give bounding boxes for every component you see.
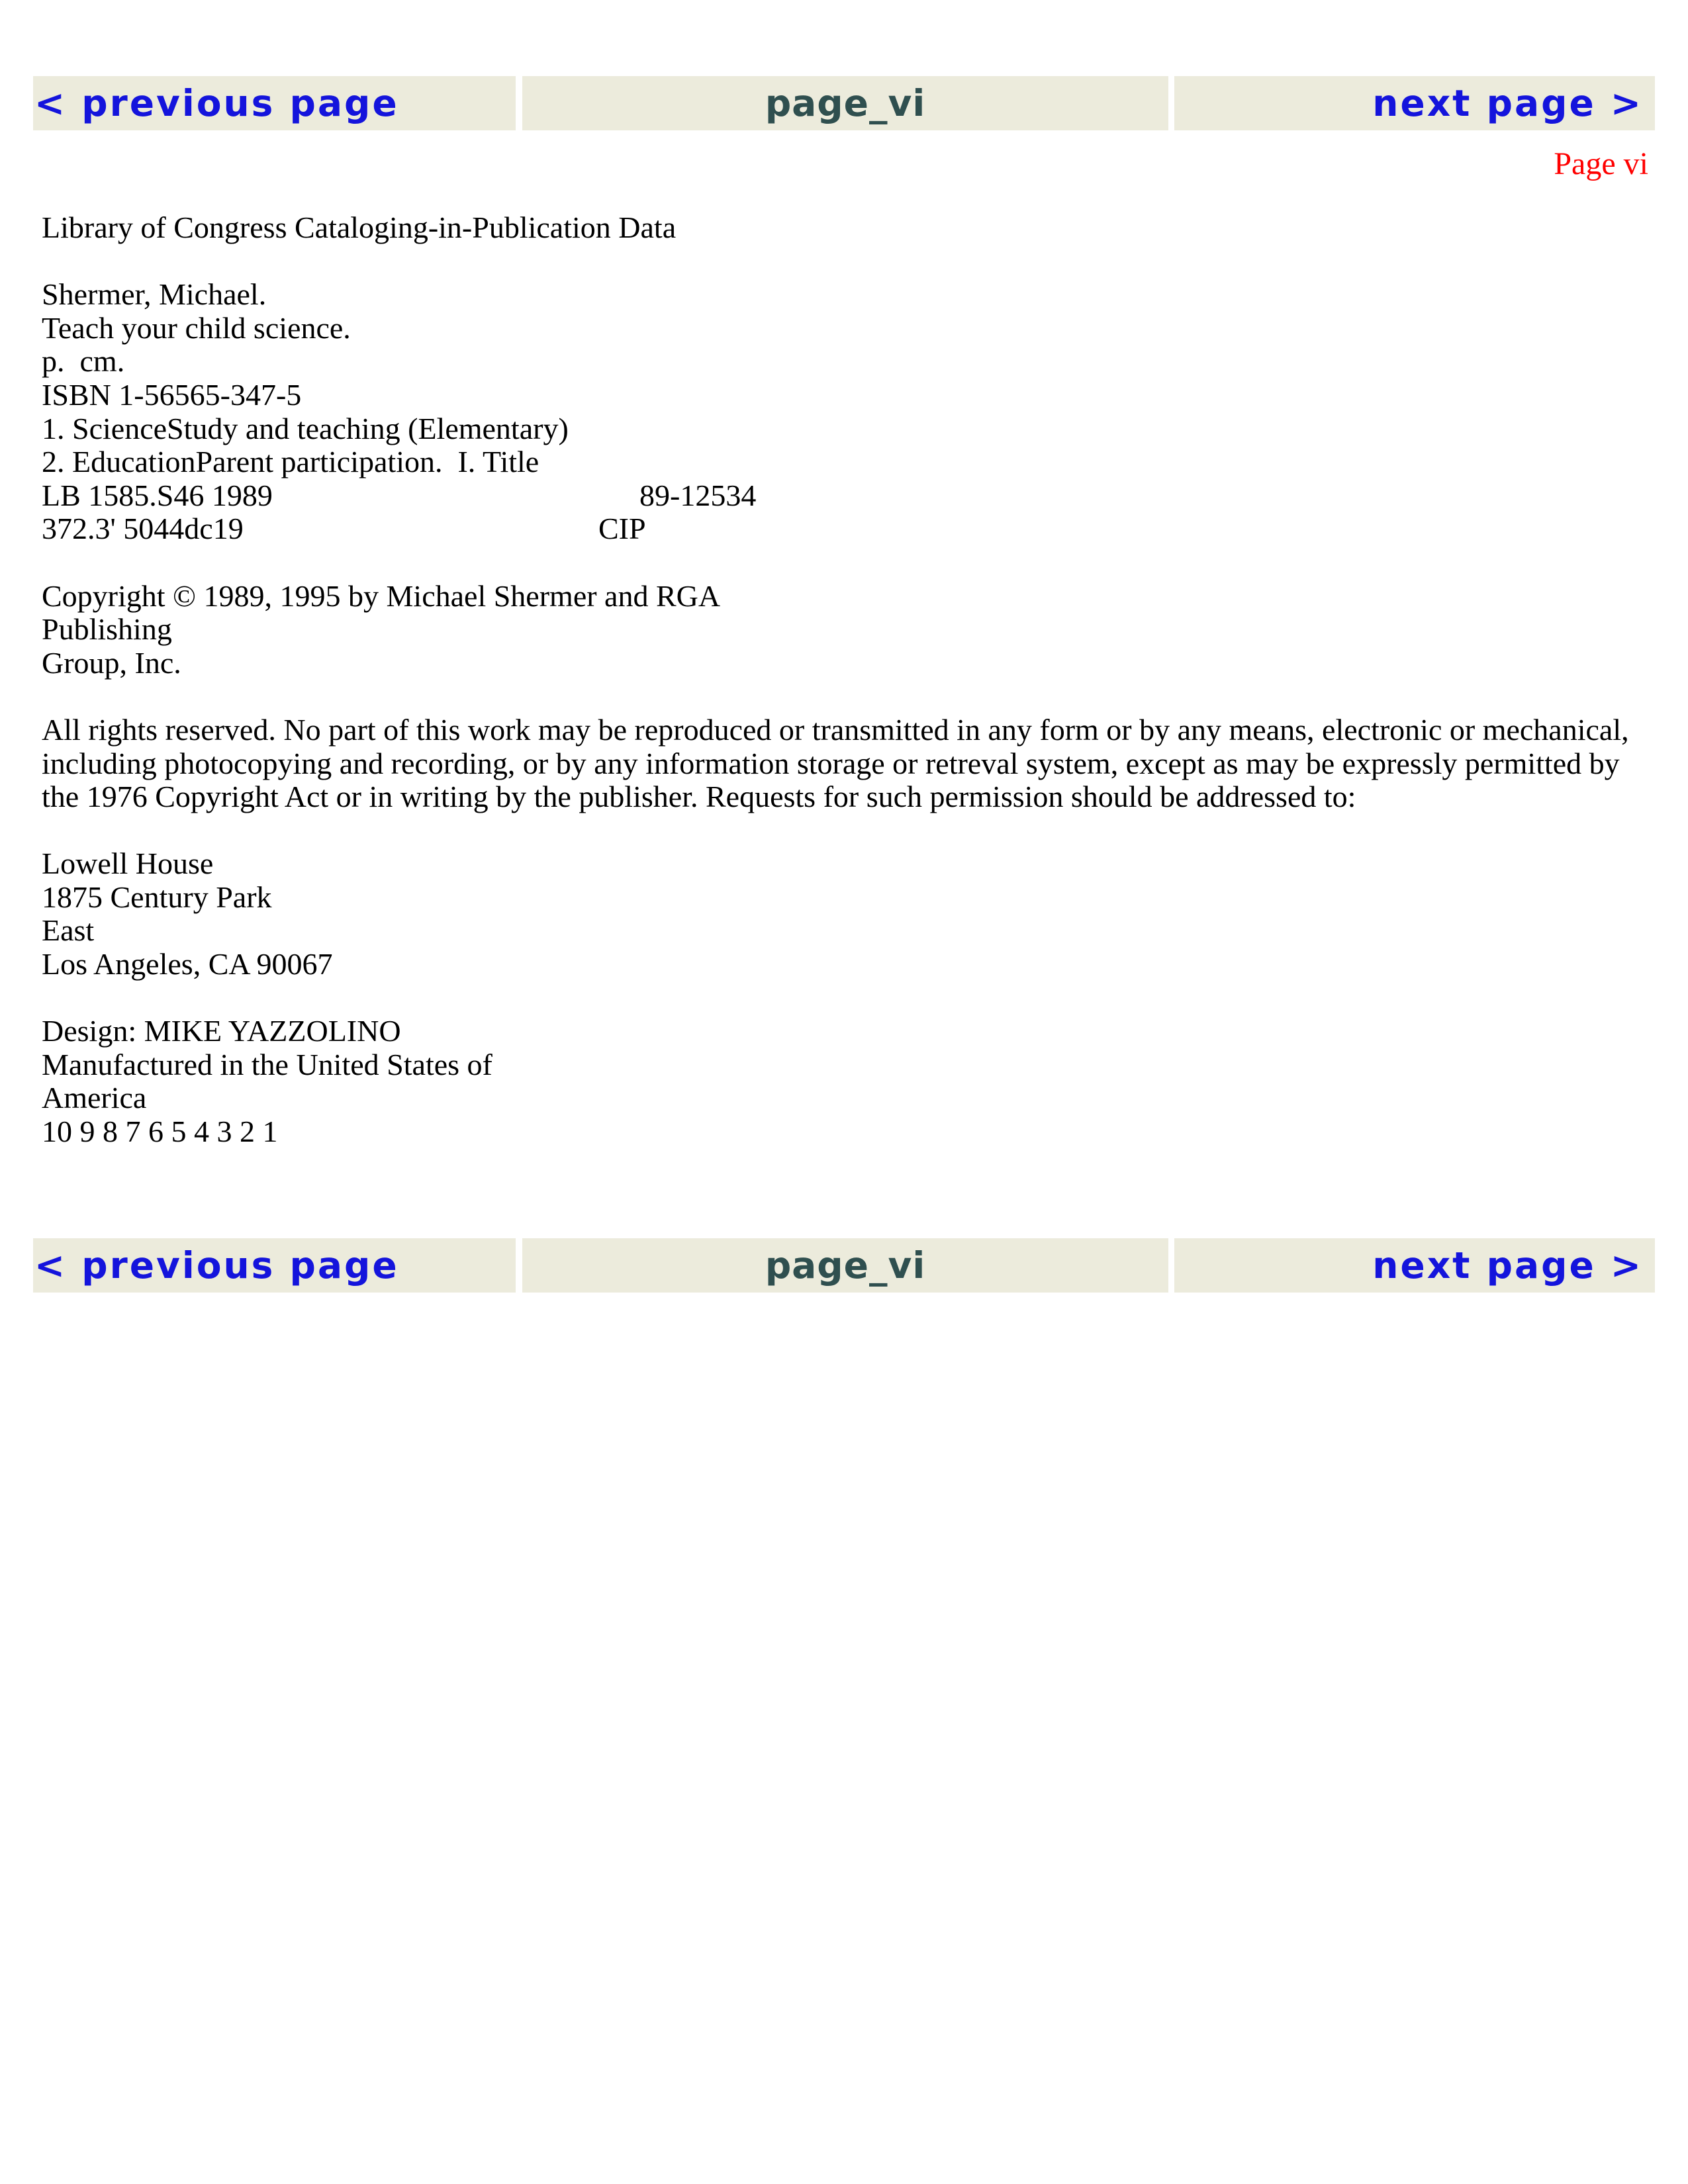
page-number-marker: Page vi [1554, 146, 1648, 181]
cip-title: Teach your child science. [42, 310, 351, 345]
cip-dewey: 372.3' 5044dc19 [42, 512, 244, 546]
manufactured-line-2: America [42, 1081, 147, 1115]
cip-label: CIP [598, 512, 646, 546]
printing-line: 10 9 8 7 6 5 4 3 2 1 [42, 1115, 278, 1149]
next-page-link[interactable]: next page > [1174, 76, 1655, 130]
cip-heading: Library of Congress Cataloging-in-Publication Data [42, 210, 677, 244]
copyright-line-3: Group, Inc. [42, 645, 181, 680]
rights-statement: All rights reserved. No part of this work may be reproduced or transmitted in any form or by any means, electronic or mechanical, including photocopying and recording, or by any information storage or retreval system, except as may be expressly permitted by the 1976 Copyright Act or in writing by the publisher. Requests for such permission should be addressed to: [42, 712, 1629, 814]
page-identifier: page_vi [522, 1238, 1168, 1293]
cip-classification-row [42, 479, 1644, 513]
address-line-1: Lowell House [42, 846, 214, 881]
cip-format: p. cm. [42, 344, 125, 379]
previous-page-link[interactable]: < previous page [33, 76, 516, 130]
previous-page-link[interactable]: < previous page [33, 1238, 516, 1293]
cip-lccn: 89-12534 [639, 478, 757, 512]
cip-author: Shermer, Michael. [42, 277, 267, 312]
cip-lc-class: LB 1585.S46 1989 [42, 478, 273, 512]
cip-isbn: ISBN 1-56565-347-5 [42, 377, 302, 412]
top-navigation-bar [33, 76, 1655, 130]
copyright-line-2: Publishing [42, 612, 172, 647]
copyright-line-1: Copyright © 1989, 1995 by Michael Shermer and RGA [42, 578, 721, 613]
address-line-3: East [42, 913, 95, 948]
address-line-2: 1875 Century Park [42, 880, 272, 914]
cip-subject-1: 1. ScienceStudy and teaching (Elementary) [42, 411, 569, 445]
cip-subject-2: 2. EducationParent participation. I. Title [42, 445, 539, 479]
page-identifier: page_vi [522, 76, 1168, 130]
copyright-page-content [42, 211, 1644, 1149]
cip-dewey-row [42, 512, 1644, 546]
design-credit: Design: MIKE YAZZOLINO [42, 1014, 401, 1048]
address-line-4: Los Angeles, CA 90067 [42, 947, 333, 981]
manufactured-line-1: Manufactured in the United States of [42, 1047, 492, 1081]
next-page-link[interactable]: next page > [1174, 1238, 1655, 1293]
bottom-navigation-bar [33, 1238, 1655, 1293]
